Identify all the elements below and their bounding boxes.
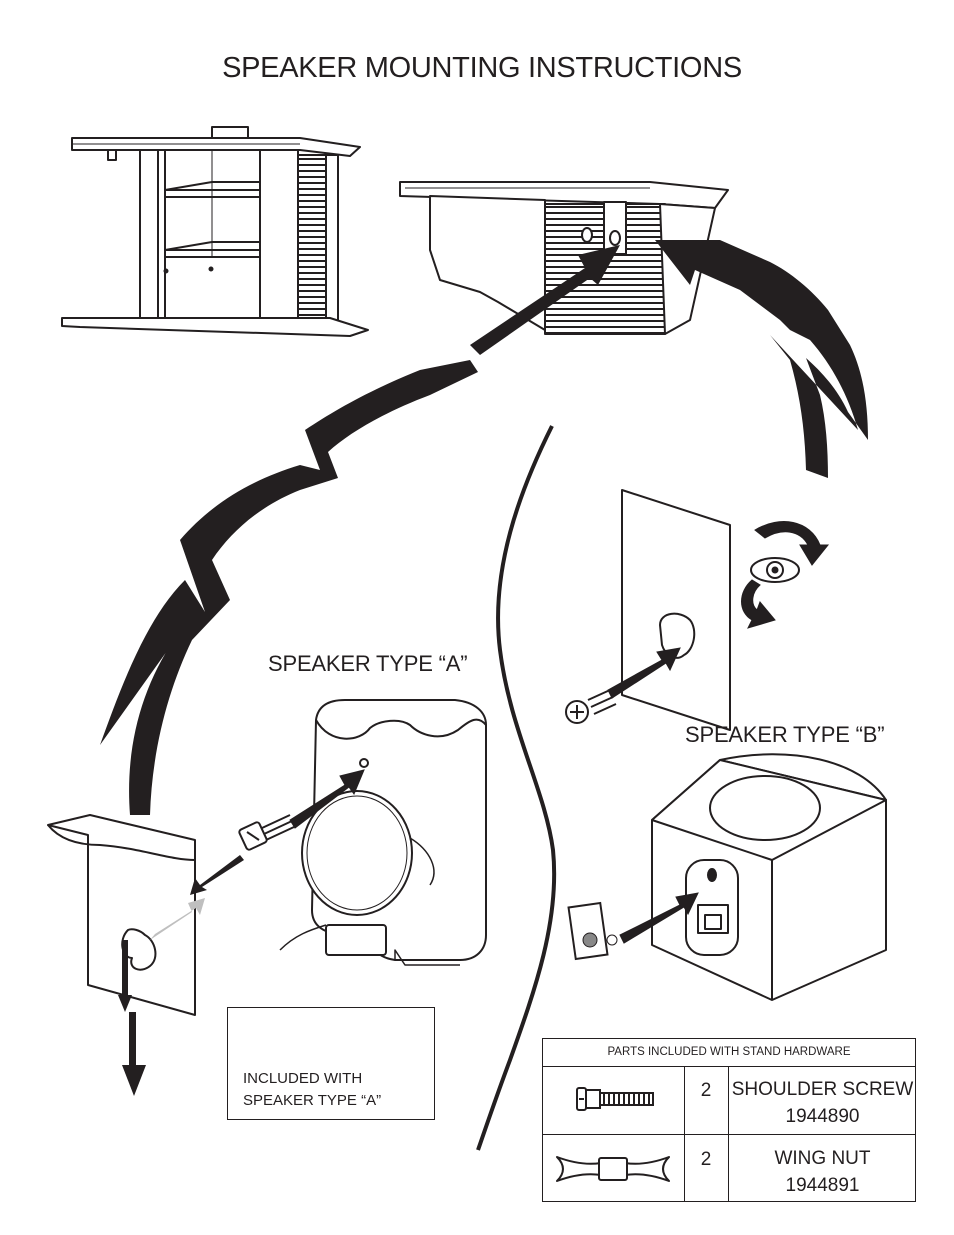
parts-name: WING NUT [774, 1148, 871, 1169]
parts-qty: 2 [684, 1066, 729, 1134]
parts-number: 1944890 [785, 1106, 860, 1127]
page-title: SPEAKER MOUNTING INSTRUCTIONS [222, 52, 742, 84]
parts-table-header: PARTS INCLUDED WITH STAND HARDWARE [543, 1039, 915, 1067]
wall-plate-a [48, 815, 195, 1015]
included-line-2: SPEAKER TYPE “A” [243, 1092, 382, 1109]
speaker-type-a-illustration [280, 700, 486, 965]
wing-nut-icon [543, 1135, 685, 1201]
speaker-type-b-illustration [652, 754, 886, 1000]
large-arrow-right [655, 240, 868, 478]
shoulder-screw-icon [543, 1066, 685, 1134]
included-hardware-box [227, 1007, 435, 1120]
parts-name: SHOULDER SCREW [731, 1079, 914, 1100]
parts-name-cell [730, 1066, 915, 1134]
included-line-1: INCLUDED WITH [243, 1070, 363, 1087]
parts-table [542, 1038, 916, 1202]
speaker-type-a-label: SPEAKER TYPE “A” [268, 651, 468, 676]
wall-plate-b [622, 490, 730, 730]
speaker-type-b-label: SPEAKER TYPE “B” [685, 722, 885, 747]
parts-name-cell [730, 1135, 915, 1201]
parts-number: 1944891 [785, 1175, 860, 1196]
parts-qty: 2 [684, 1135, 729, 1201]
included-note [243, 1068, 381, 1112]
table-row [543, 1135, 915, 1201]
tv-stand-illustration [62, 127, 368, 336]
wing-nut-rotate-icon [742, 522, 829, 628]
table-row [543, 1066, 915, 1135]
